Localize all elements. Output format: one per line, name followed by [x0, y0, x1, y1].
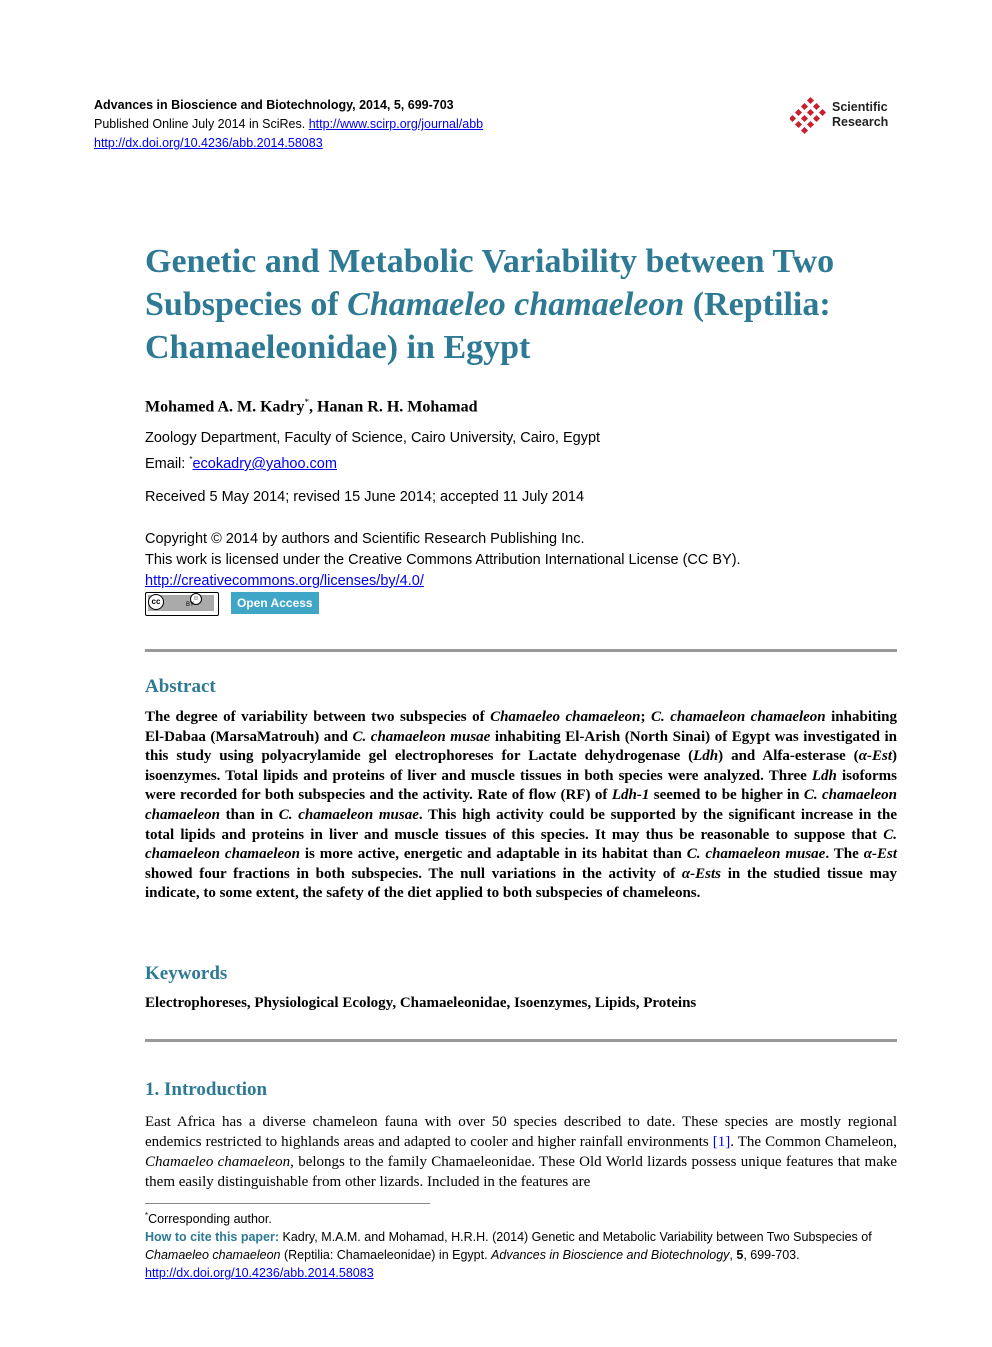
abstract-italic-term: α-Est [858, 748, 892, 765]
paper-title [145, 240, 905, 369]
footnote [145, 1207, 897, 1282]
abstract-text-segment: . This high activity could be supported by the significant increase in the total lipids and proteins in liver and muscle tissues of this species. It may thus be reasonable to suppose that [145, 806, 897, 843]
logo-diamond-icon [790, 96, 830, 136]
reference-link[interactable]: [1] [712, 1134, 731, 1150]
license-line: This work is licensed under the Creative Commons Attribution International License (CC BY). [145, 552, 741, 568]
abstract-text-segment: is more active, energetic and adaptable in its habitat than [299, 846, 687, 863]
divider-top [145, 649, 897, 652]
copyright-line: Copyright © 2014 by authors and Scientific Research Publishing Inc. [145, 531, 585, 547]
license-badges [145, 592, 319, 616]
introduction-heading: 1. Introduction [145, 1079, 268, 1100]
cite-text-1: Kadry, M.A.M. and Mohamad, H.R.H. (2014) Genetic and Metabolic Variability between Two Subspecies of [279, 1230, 872, 1245]
keywords-text: Electrophoreses, Physiological Ecology, Chamaeleonidae, Isoenzymes, Lipids, Proteins [145, 995, 697, 1011]
footnote-mark: * [145, 1211, 149, 1220]
abstract-text-segment: ) isoenzymes. Total lipids and proteins of liver and muscle tissues in both species were analyzed. Three [145, 748, 897, 784]
copyright-block [145, 529, 741, 592]
open-access-badge[interactable]: Open Access [231, 592, 319, 614]
license-url-link[interactable]: http://creativecommons.org/licenses/by/4.0/ [145, 573, 424, 589]
intro-text-segment: East Africa has a diverse chameleon fauna with over 50 species described to date. These species are mostly regional endemics restricted to highlands areas and adapted to cooler and higher rainfall environments [145, 1114, 897, 1150]
cite-text-3: , [729, 1248, 737, 1263]
abstract-text-segment: than in [220, 806, 279, 823]
footnote-rule [145, 1203, 430, 1204]
divider-bottom [145, 1039, 897, 1042]
intro-italic-term: Chamaeleo chamaeleon [145, 1154, 291, 1170]
cite-label: How to cite this paper: [145, 1230, 280, 1245]
cc-by-badge[interactable] [145, 592, 219, 616]
abstract-italic-term: Ldh [693, 748, 719, 765]
abstract-italic-term: Ldh [811, 767, 837, 784]
doi-link[interactable]: http://dx.doi.org/10.4236/abb.2014.58083 [94, 136, 323, 150]
email-label: Email: [145, 455, 190, 472]
affiliation-block [145, 428, 600, 475]
title-part1: Genetic and Metabolic Variability between Two Subspecies of [145, 243, 835, 323]
footnote-doi-link[interactable]: http://dx.doi.org/10.4236/abb.2014.58083 [145, 1266, 374, 1281]
email-link[interactable]: ecokadry@yahoo.com [192, 455, 337, 472]
scientific-research-logo [790, 96, 905, 136]
intro-text-segment: . The Common Chameleon, [730, 1134, 897, 1150]
affiliation: Zoology Department, Faculty of Science, Cairo University, Cairo, Egypt [145, 430, 601, 446]
introduction-text [145, 1112, 897, 1192]
published-line: Published Online July 2014 in SciRes. [94, 117, 309, 131]
abstract-italic-term: α-Ests [681, 865, 722, 882]
logo-text-line1: Scientific [832, 100, 888, 114]
abstract-italic-term: Chamaeleo chamaeleon [490, 709, 641, 725]
abstract-italic-term: C. chamaeleon chamaeleon [650, 709, 826, 725]
authors [145, 397, 478, 416]
abstract-italic-term: C. chamaeleon musae [686, 846, 826, 863]
abstract-text-segment: seemed to be higher in [649, 787, 804, 804]
abstract-italic-term: C. chamaeleon chamaeleon [145, 787, 897, 823]
abstract-text-segment: inhabiting El-Dabaa (MarsaMatrouh) and [145, 709, 897, 745]
abstract-italic-term: C. chamaeleon musae [278, 806, 419, 823]
journal-citation-line: Advances in Bioscience and Biotechnology, 2014, 5, 699-703 [94, 98, 454, 112]
abstract-italic-term: C. chamaeleon chamaeleon [145, 826, 897, 863]
cite-species: Chamaeleo chamaeleon [145, 1248, 281, 1263]
abstract-text-segment: ) and Alfa-esterase ( [718, 748, 859, 765]
abstract-text-segment: . The [825, 846, 864, 863]
abstract-text-segment: isoforms were recorded for both subspecies and the activity. Rate of flow (RF) of [145, 767, 897, 804]
abstract-text-segment: The degree of variability between two subspecies of [145, 709, 491, 725]
abstract-text-segment: ; [640, 709, 651, 725]
email-mark: * [189, 455, 193, 464]
person-icon: ☺ [190, 593, 202, 605]
abstract-italic-term: C. chamaeleon musae [352, 728, 491, 745]
abstract-italic-term: Ldh-1 [611, 787, 650, 804]
intro-text-segment: , belongs to the family Chamaeleonidae. These Old World lizards possess unique features that make them easily distinguishable from other lizards. Included in the features are [145, 1154, 898, 1190]
corresponding-author-note: Corresponding author. [148, 1212, 272, 1227]
cite-volume: 5 [736, 1248, 744, 1263]
title-part2: (Reptilia: Chamaeleonidae) in Egypt [145, 286, 831, 366]
abstract-heading: Abstract [145, 676, 216, 697]
journal-url-link[interactable]: http://www.scirp.org/journal/abb [308, 117, 484, 131]
corresponding-mark: * [304, 397, 310, 407]
abstract-text-segment: showed four fractions in both subspecies. The null variations in the activity of [145, 865, 682, 882]
abstract-text-segment: inhabiting El-Arish (North Sinai) of Egypt was investigated in this study using polyacrylamide gel electrophoreses for Lactate dehydrogenase ( [145, 728, 897, 765]
keywords-heading: Keywords [145, 963, 228, 984]
author-2: , Hanan R. H. Mohamad [309, 398, 478, 416]
cite-text-2: (Reptilia: Chamaeleonidae) in Egypt. [280, 1248, 492, 1263]
cc-icon: cc [148, 594, 164, 610]
journal-header [94, 96, 483, 153]
received-dates: Received 5 May 2014; revised 15 June 2014; accepted 11 July 2014 [145, 489, 585, 505]
abstract-text [145, 708, 897, 904]
author-1: Mohamed A. M. Kadry [145, 398, 305, 416]
by-label: BY [186, 602, 195, 608]
how-to-cite [145, 1228, 897, 1264]
cite-text-4: , 699-703. [743, 1248, 800, 1263]
title-species: Chamaeleo chamaeleon [347, 286, 685, 323]
abstract-text-segment: in the studied tissue may indicate, to some extent, the safety of the diet applied to both subspecies of chameleons. [145, 865, 897, 902]
cite-journal: Advances in Bioscience and Biotechnology [491, 1248, 730, 1263]
logo-text-line2: Research [832, 115, 889, 129]
abstract-italic-term: α-Est [863, 846, 897, 863]
